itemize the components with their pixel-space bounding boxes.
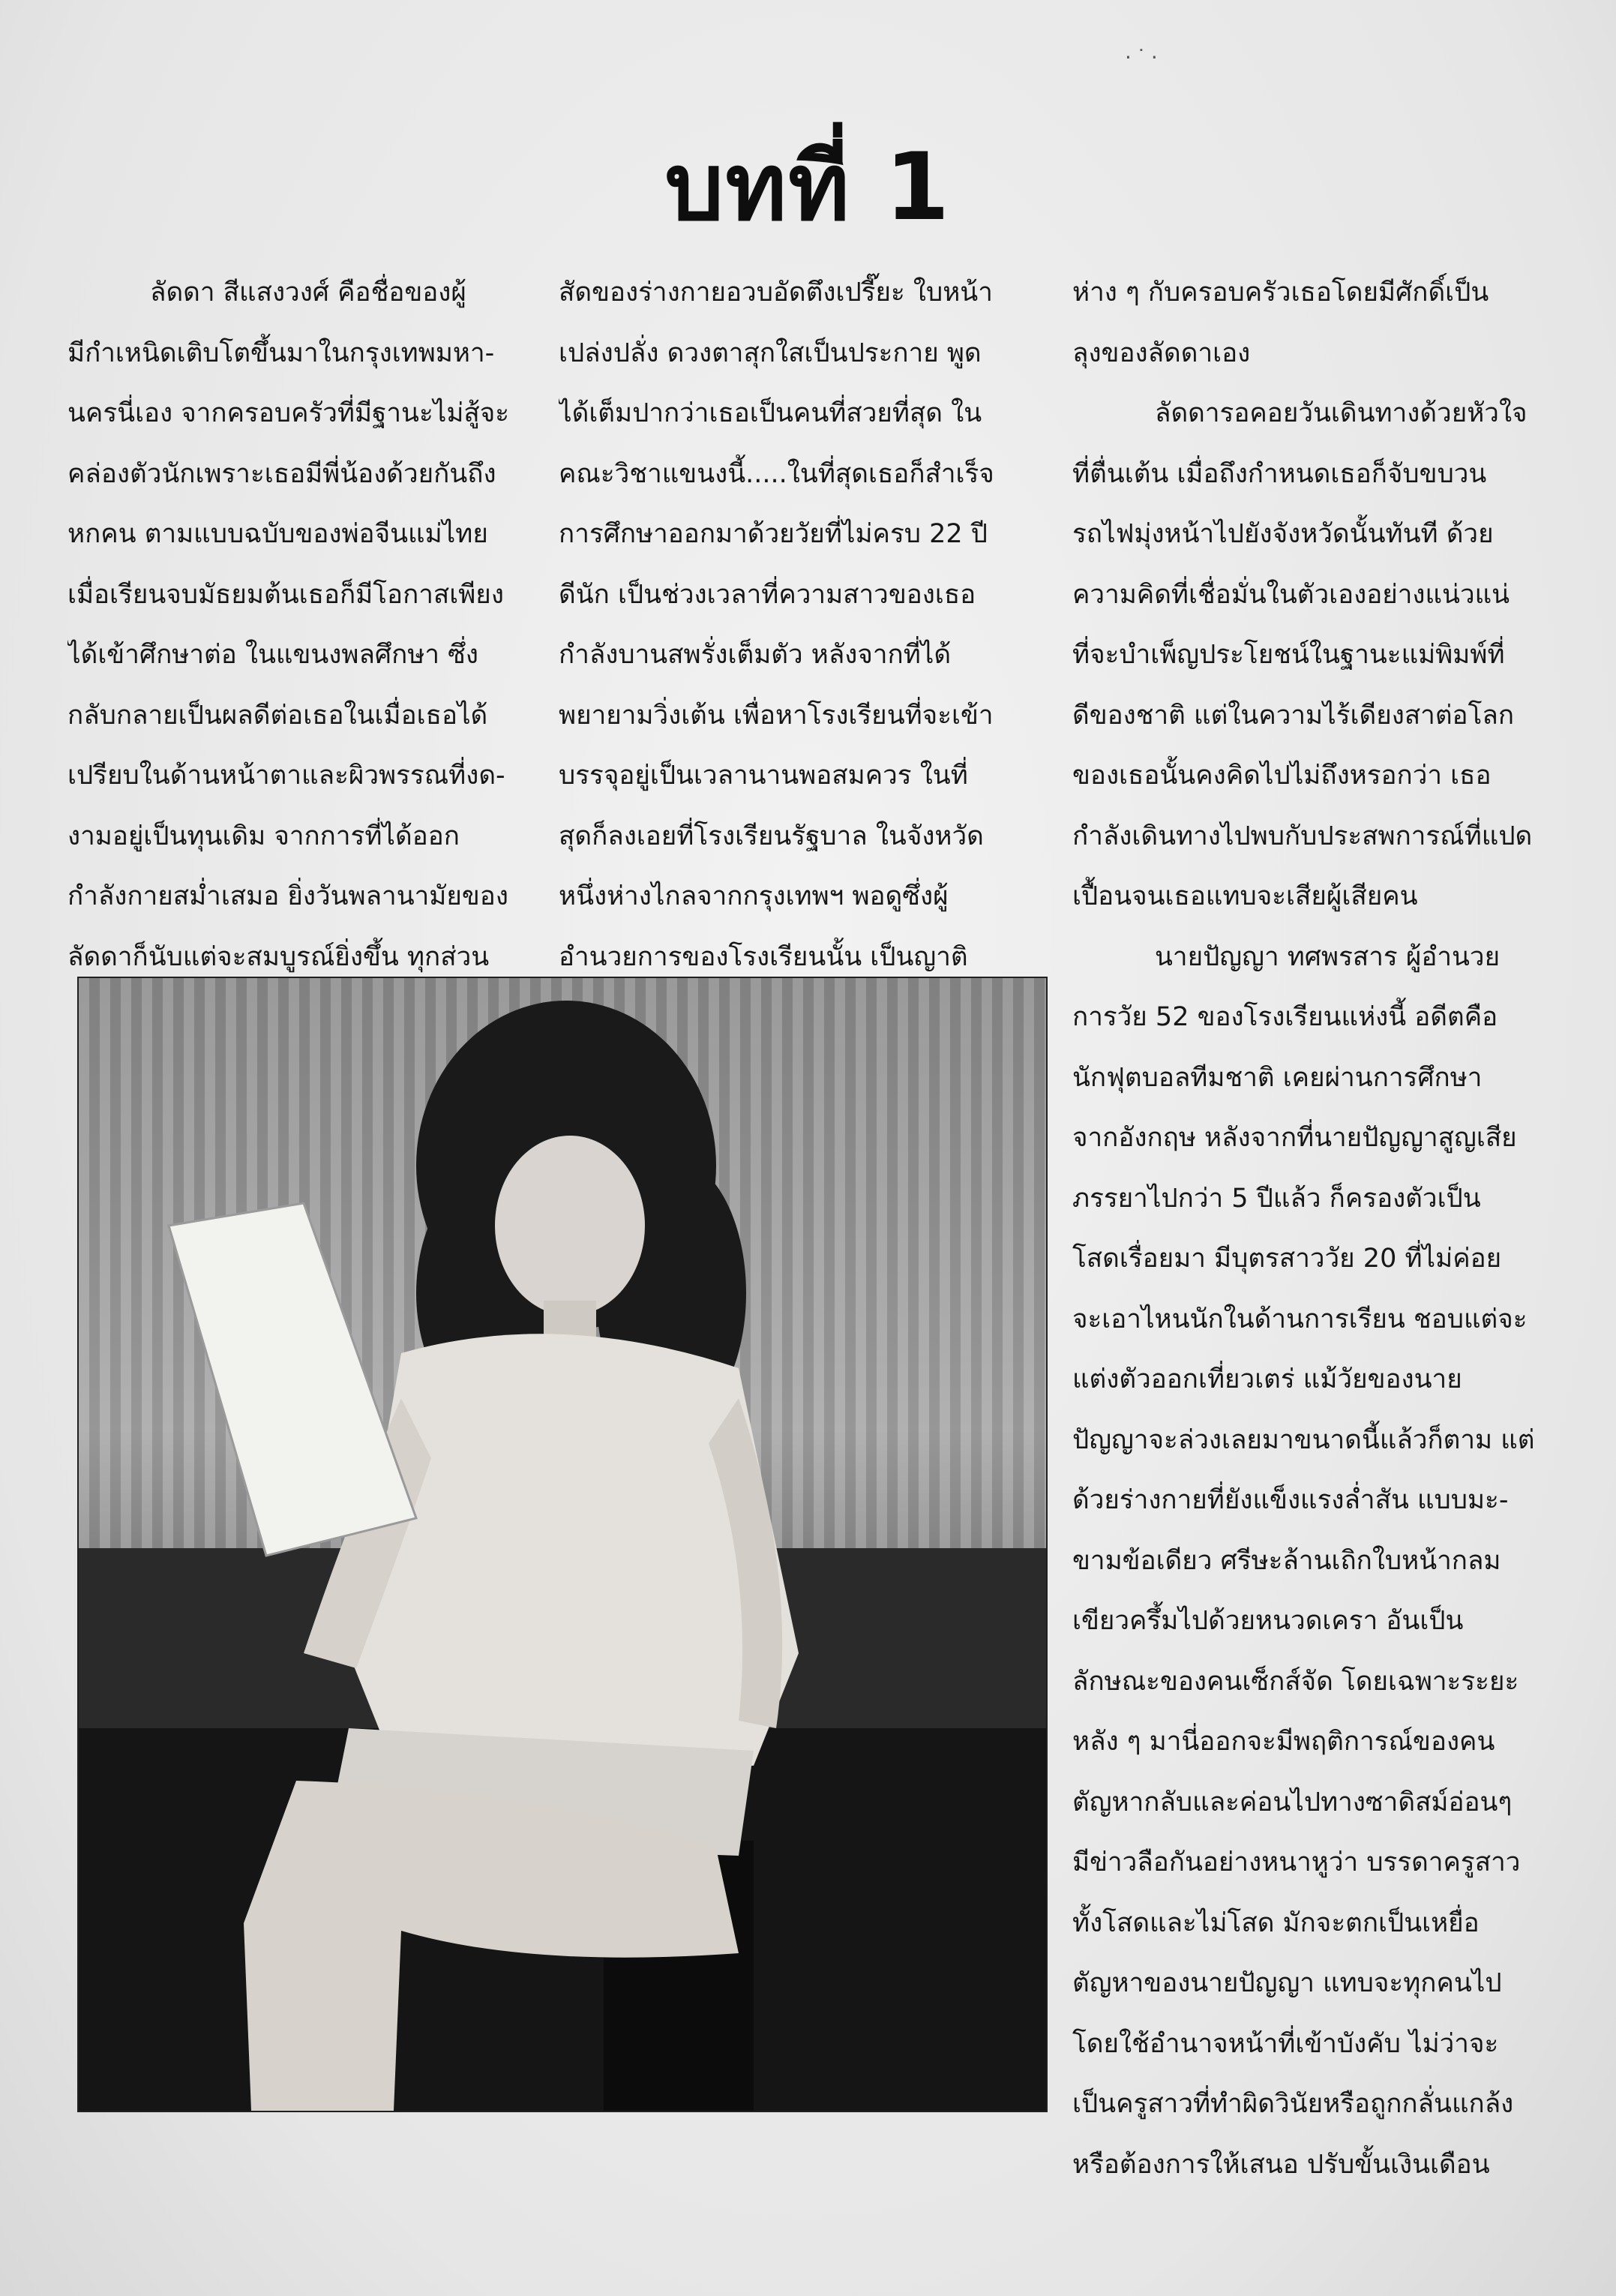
- text-line: ลัดดารอคอยวันเดินทางด้วยหัวใจ: [1155, 398, 1528, 428]
- text-line: นครนี่เอง จากครอบครัวที่มีฐานะไม่สู้จะ: [67, 398, 510, 428]
- text-line: ลุงของลัดดาเอง: [1072, 338, 1251, 368]
- text-line: มีกำเหนิดเติบโตขึ้นมาในกรุงเทพมหา-: [67, 338, 495, 368]
- text-line: สุดก็ลงเอยที่โรงเรียนรัฐบาล ในจังหวัด: [559, 821, 984, 851]
- text-line: บรรจุอยู่เป็นเวลานานพอสมควร ในที่: [559, 761, 968, 791]
- text-line: กลับกลายเป็นผลดีต่อเธอในเมื่อเธอได้: [67, 700, 488, 731]
- text-line: ที่ตื่นเต้น เมื่อถึงกำหนดเธอก็จับขบวน: [1072, 458, 1487, 489]
- text-line: หนึ่งห่างไกลจากกรุงเทพฯ พอดูซึ่งผู้: [559, 881, 949, 911]
- text-line: ขามข้อเดียว ศรีษะล้านเถิกใบหน้ากลม: [1072, 1545, 1501, 1576]
- text-line: คณะวิชาแขนงนี้.....ในที่สุดเธอก็สำเร็จ: [559, 458, 994, 489]
- text-line: ความคิดที่เชื่อมั่นในตัวเองอย่างแน่วแน่: [1072, 579, 1510, 610]
- text-line: ดีของชาติ แต่ในความไร้เดียงสาต่อโลก: [1072, 700, 1515, 731]
- text-line: ลักษณะของคนเซ็กส์จัด โดยเฉพาะระยะ: [1072, 1666, 1519, 1697]
- text-line: เป็นครูสาวที่ทำผิดวินัยหรือถูกกลั่นแกล้ง: [1072, 2089, 1514, 2119]
- text-line: นายปัญญา ทศพรสาร ผู้อำนวย: [1155, 941, 1501, 972]
- text-line: สัดของร่างกายอวบอัดตึงเปรี๊ยะ ใบหน้า: [559, 278, 993, 308]
- text-line: พยายามวิ่งเต้น เพื่อหาโรงเรียนที่จะเข้า: [559, 700, 994, 731]
- text-line: ปัญญาจะล่วงเลยมาขนาดนี้แล้วก็ตาม แต่: [1072, 1424, 1535, 1455]
- text-line: ลัดดา สีแสงวงศ์ คือชื่อของผู้: [150, 278, 466, 308]
- corner-marks: ·˙·: [1125, 45, 1162, 70]
- photograph-woman-reading: [77, 977, 1048, 2112]
- text-line: โดยใช้อำนาจหน้าที่เข้าบังคับ ไม่ว่าจะ: [1072, 2028, 1499, 2059]
- chapter-title: บทที่ 1: [664, 134, 952, 242]
- text-line: ด้วยร่างกายที่ยังแข็งแรงล่ำสัน แบบมะ-: [1072, 1485, 1509, 1515]
- text-line: ที่จะบำเพ็ญประโยชน์ในฐานะแม่พิมพ์ที่: [1072, 640, 1505, 670]
- text-line: กำลังบานสพรั่งเต็มตัว หลังจากที่ได้: [559, 640, 952, 670]
- text-line: จะเอาไหนนักในด้านการเรียน ชอบแต่จะ: [1072, 1304, 1528, 1334]
- text-column-2: [559, 263, 1042, 987]
- text-line: หรือต้องการให้เสนอ ปรับขั้นเงินเดือน: [1072, 2149, 1490, 2180]
- text-line: ได้เข้าศึกษาต่อ ในแขนงพลศึกษา ซึ่ง: [67, 640, 479, 670]
- text-line: แต่งตัวออกเที่ยวเตร่ แม้วัยของนาย: [1072, 1364, 1462, 1394]
- text-line: ได้เต็มปากว่าเธอเป็นคนที่สวยที่สุด ใน: [559, 398, 982, 428]
- text-line: เปล่งปลั่ง ดวงตาสุกใสเป็นประกาย พูด: [559, 338, 982, 368]
- text-line: นักฟุตบอลทีมชาติ เคยผ่านการศึกษา: [1072, 1062, 1483, 1093]
- text-line: การศึกษาออกมาด้วยวัยที่ไม่ครบ 22 ปี: [559, 519, 988, 549]
- text-line: เมื่อเรียนจบมัธยมต้นเธอก็มีโอกาสเพียง: [67, 579, 504, 610]
- text-line: โสดเรื่อยมา มีบุตรสาววัย 20 ที่ไม่ค่อย: [1072, 1244, 1502, 1274]
- text-line: จากอังกฤษ หลังจากที่นายปัญญาสูญเสีย: [1072, 1123, 1517, 1153]
- text-column-1: [67, 263, 532, 987]
- text-line: เขียวครึ้มไปด้วยหนวดเครา อันเป็น: [1072, 1606, 1464, 1636]
- text-line: หลัง ๆ มานี่ออกจะมีพฤติการณ์ของคน: [1072, 1727, 1495, 1757]
- text-line: ลัดดาก็นับแต่จะสมบูรณ์ยิ่งขึ้น ทุกส่วน: [67, 941, 490, 972]
- text-line: ตัญหากลับและค่อนไปทางซาดิสม์อ่อนๆ: [1072, 1787, 1513, 1817]
- text-line: ตัญหาของนายปัญญา แทบจะทุกคนไป: [1072, 1968, 1502, 1998]
- text-line: กำลังกายสม่ำเสมอ ยิ่งวันพลานามัยของ: [67, 881, 508, 911]
- text-line: ของเธอนั้นคงคิดไปไม่ถึงหรอกว่า เธอ: [1072, 761, 1492, 791]
- text-line: กำลังเดินทางไปพบกับประสพการณ์ที่แปด: [1072, 821, 1533, 851]
- text-line: การวัย 52 ของโรงเรียนแห่งนี้ อดีตคือ: [1072, 1002, 1498, 1032]
- text-line: อำนวยการของโรงเรียนนั้น เป็นญาติ: [559, 941, 968, 972]
- text-line: ภรรยาไปกว่า 5 ปีแล้ว ก็ครองตัวเป็น: [1072, 1183, 1481, 1214]
- text-line: มีข่าวลือกันอย่างหนาหูว่า บรรดาครูสาว: [1072, 1847, 1521, 1877]
- photo-illustration: [79, 978, 1046, 2111]
- text-line: ห่าง ๆ กับครอบครัวเธอโดยมีศักดิ์เป็น: [1072, 278, 1489, 308]
- text-line: หกคน ตามแบบฉบับของพ่อจีนแม่ไทย: [67, 519, 488, 549]
- text-line: รถไฟมุ่งหน้าไปยังจังหวัดนั้นทันที ด้วย: [1072, 519, 1494, 549]
- text-column-3: [1072, 263, 1552, 2195]
- text-line: ดีนัก เป็นช่วงเวลาที่ความสาวของเธอ: [559, 579, 976, 610]
- text-line: งามอยู่เป็นทุนเดิม จากการที่ได้ออก: [67, 821, 460, 851]
- text-line: ทั้งโสดและไม่โสด มักจะตกเป็นเหยื่อ: [1072, 1907, 1480, 1938]
- text-line: เปรียบในด้านหน้าตาและผิวพรรณที่งด-: [67, 761, 505, 791]
- text-line: เปื้อนจนเธอแทบจะเสียผู้เสียคน: [1072, 881, 1418, 911]
- text-line: คล่องตัวนักเพราะเธอมีพี่น้องด้วยกันถึง: [67, 458, 496, 489]
